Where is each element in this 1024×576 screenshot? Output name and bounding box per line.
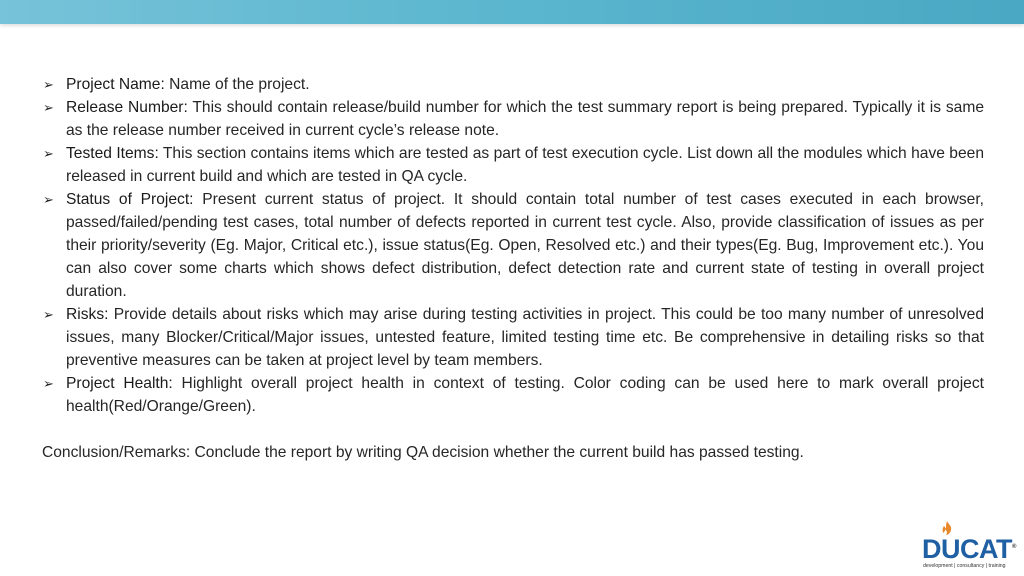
header-band	[0, 0, 1024, 24]
bullet-text: Name of the project.	[164, 76, 310, 93]
arrow-bullet-icon: ➢	[43, 192, 54, 207]
ducat-logo	[918, 518, 1018, 572]
bullet-text: This should contain release/build number for which the test summary report is being prepared. Typically it is same as the release number received in current cycle’s release note.	[66, 99, 984, 139]
slide-content	[42, 73, 984, 480]
bullet-text: Present current status of project. It should contain total number of test cases executed in each browser, passed/failed/pending test cases, total number of defects reported in current test cycle. Also, provide classification of issues as per their priority/severity (Eg. Major, Critical etc.), issue status(Eg. Open, Resolved etc.) and their types(Eg. Bug, Improvement etc.). You can also cover some charts which shows defect distribution, defect detection rate and current state of testing in overall project duration.	[66, 191, 984, 300]
bullet-term: Tested Items:	[66, 145, 159, 162]
bullet-list	[42, 73, 984, 418]
list-item	[42, 372, 984, 418]
conclusion-text: Conclusion/Remarks: Conclude the report by writing QA decision whether the current build has passed testing.	[42, 444, 804, 461]
bullet-term: Project Health:	[66, 375, 173, 392]
arrow-bullet-icon: ➢	[43, 376, 54, 391]
bullet-text: This section contains items which are tested as part of test execution cycle. List down all the modules which have been released in current build and which are tested in QA cycle.	[66, 145, 984, 185]
arrow-bullet-icon: ➢	[43, 100, 54, 115]
list-item	[42, 303, 984, 372]
list-item	[42, 96, 984, 142]
bullet-term: Project Name:	[66, 76, 165, 93]
registered-mark: ®	[1011, 544, 1016, 550]
list-item	[42, 188, 984, 303]
list-item	[42, 73, 984, 96]
bullet-term: Release Number:	[66, 99, 188, 116]
arrow-bullet-icon: ➢	[43, 307, 54, 322]
arrow-bullet-icon: ➢	[43, 146, 54, 161]
bullet-text: Provide details about risks which may arise during testing activities in project. This could be too many number of unresolved issues, many Blocker/Critical/Major issues, untested feature, limited testing time etc. Be comprehensive in detailing risks so that preventive measures can be taken at project level by team members.	[66, 306, 984, 369]
logo-name: DUCAT	[922, 534, 1012, 564]
logo-tagline: development | consultancy | training	[923, 563, 1006, 569]
arrow-bullet-icon: ➢	[43, 77, 54, 92]
bullet-term: Risks:	[66, 306, 109, 323]
logo-wordmark	[922, 534, 1016, 565]
bullet-text: Highlight overall project health in context of testing. Color coding can be used here to mark overall project health(Red/Orange/Green).	[66, 375, 984, 415]
list-item	[42, 142, 984, 188]
bullet-term: Status of Project:	[66, 191, 194, 208]
